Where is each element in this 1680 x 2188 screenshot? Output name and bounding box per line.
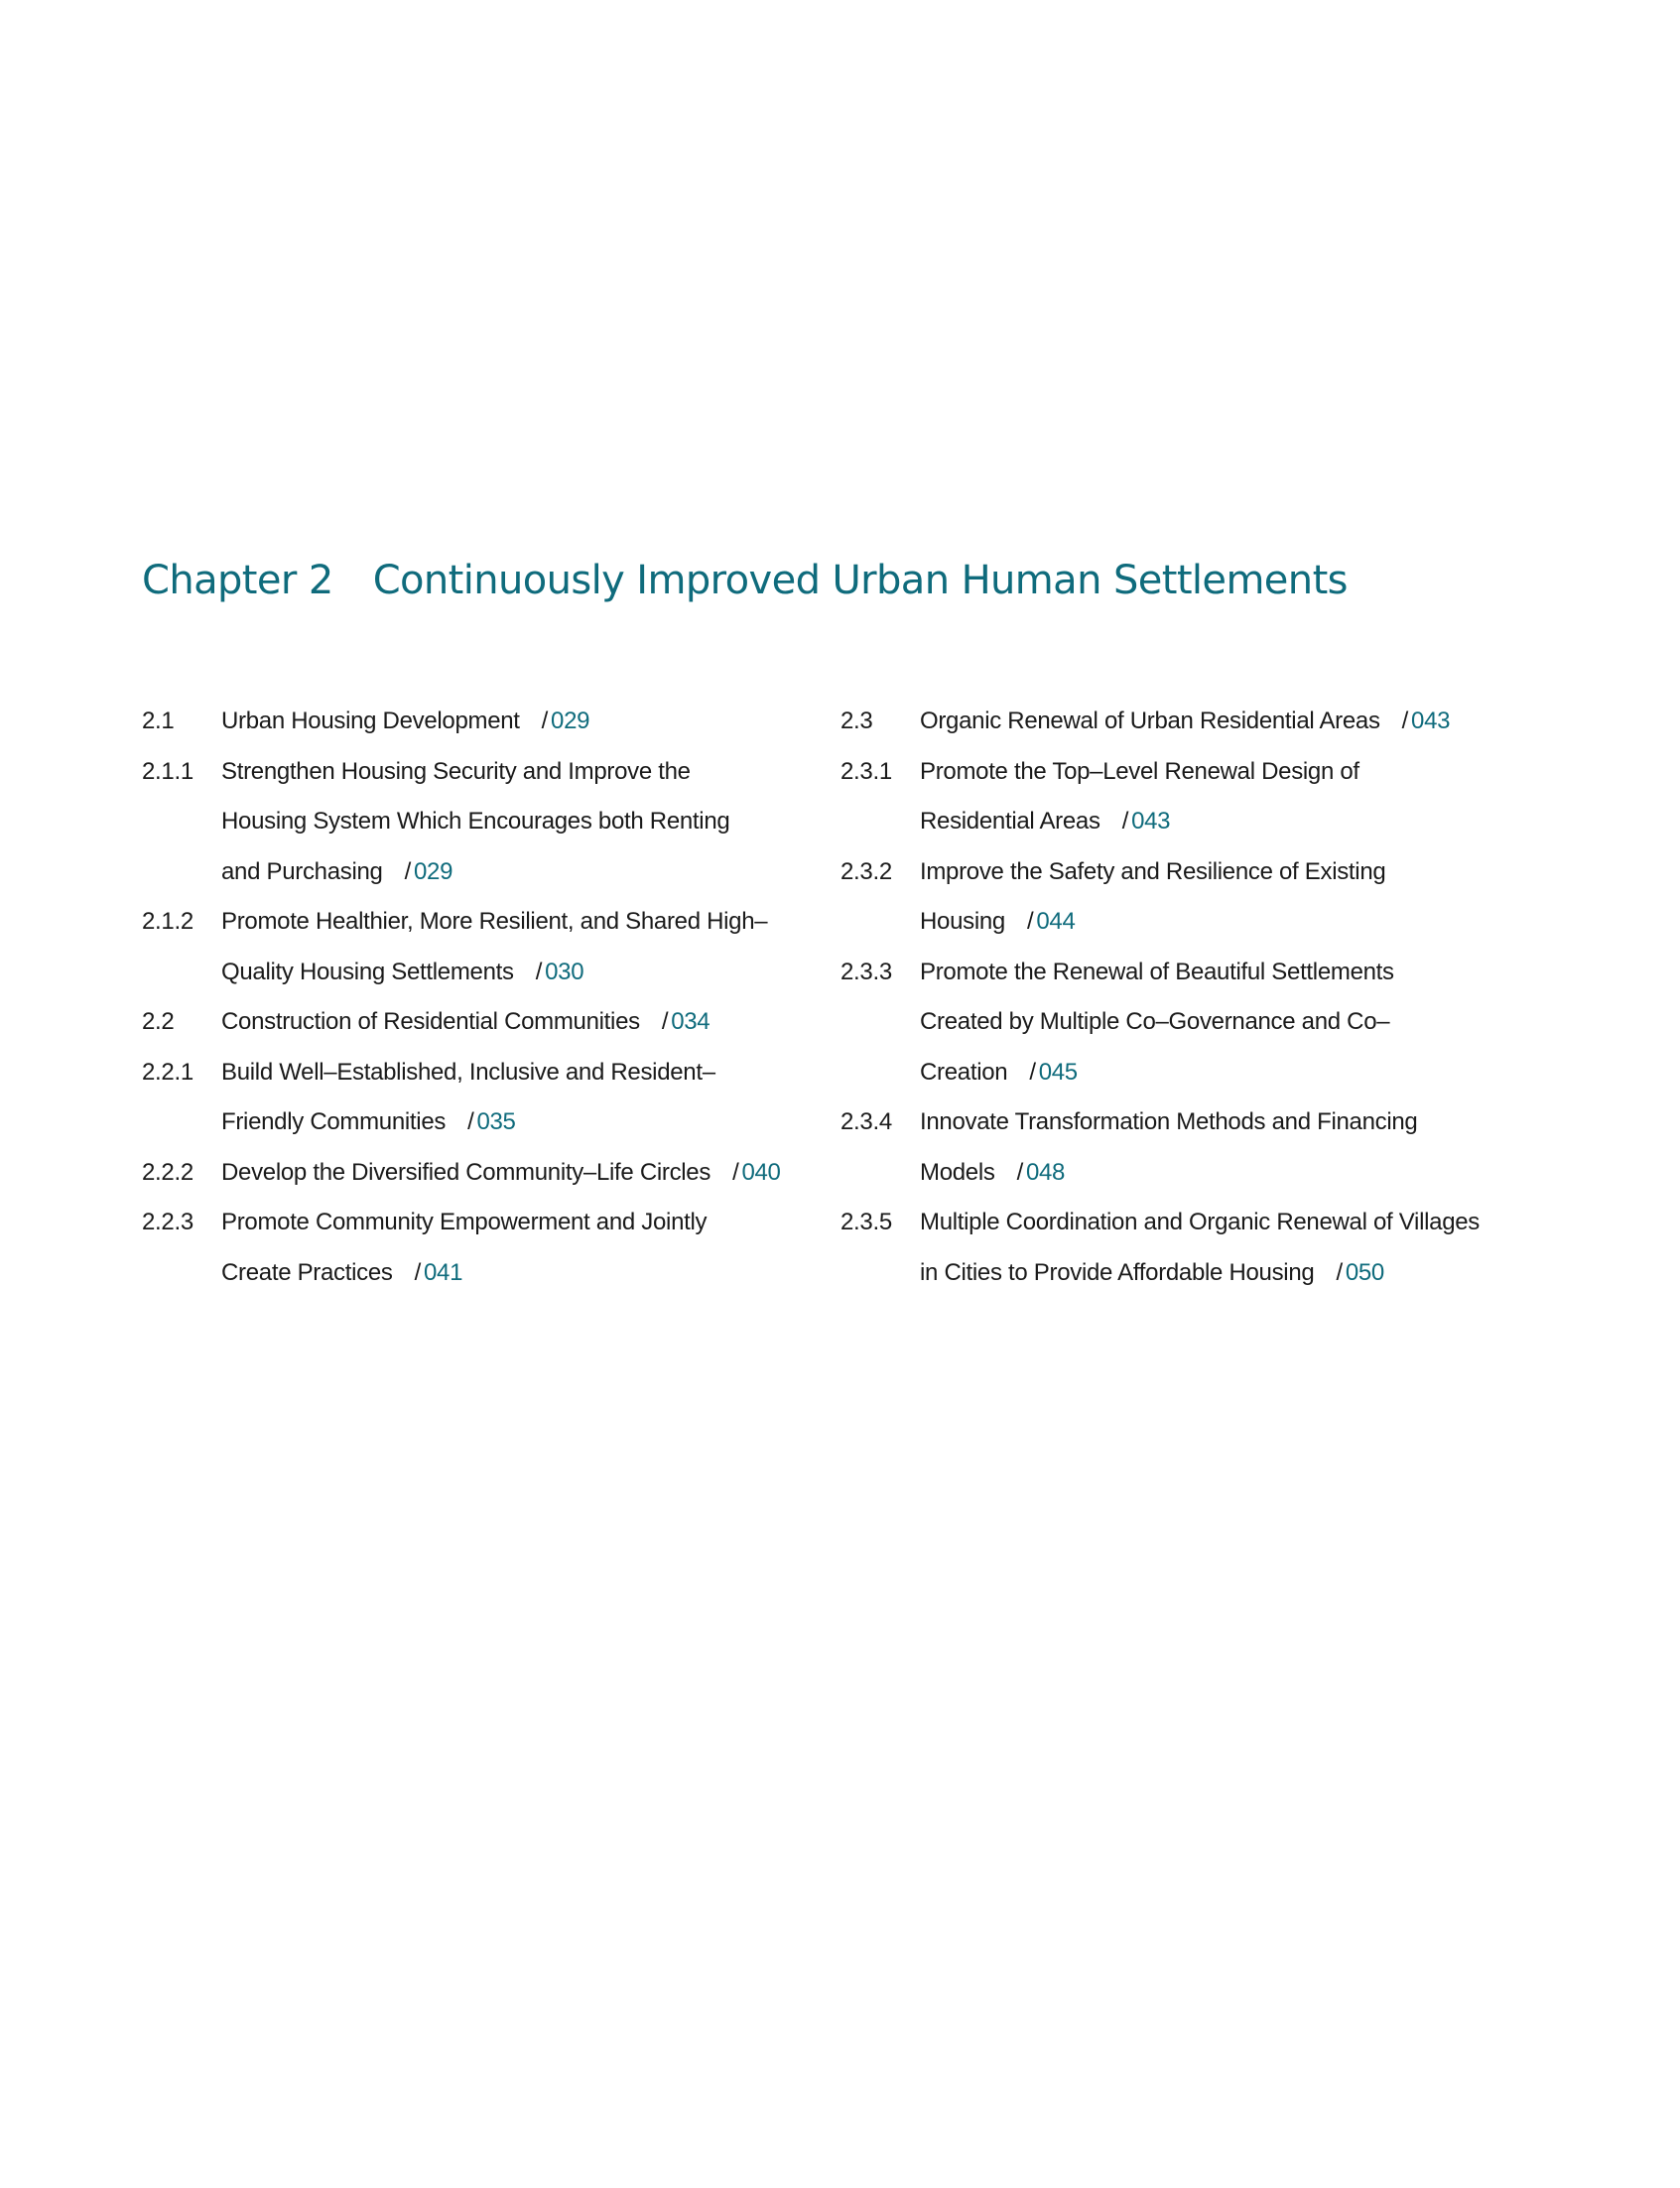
toc-section-title <box>221 1048 817 1148</box>
toc-title-line <box>221 697 817 747</box>
toc-section-number: 2.1 <box>142 708 175 734</box>
toc-section-title <box>221 897 817 997</box>
toc-entry[interactable] <box>840 847 1515 948</box>
toc-title-text: Develop the Diversified Community–Life Circles <box>221 1158 711 1186</box>
toc-right-column <box>840 697 1515 1298</box>
toc-title-line <box>221 847 817 898</box>
toc-section-title <box>221 697 817 747</box>
toc-title-text: Housing <box>920 908 1005 935</box>
toc-title-text: Created by Multiple Co–Governance and Co– <box>920 1008 1390 1035</box>
toc-title-line <box>920 1248 1515 1299</box>
toc-title-text: Urban Housing Development <box>221 708 520 734</box>
toc-title-text: Quality Housing Settlements <box>221 958 514 985</box>
toc-title-text: Promote the Top–Level Renewal Design of <box>920 757 1359 785</box>
toc-page-number[interactable]: 029 <box>413 857 453 885</box>
toc-entry[interactable] <box>142 747 817 898</box>
toc-title-text: in Cities to Provide Affordable Housing <box>920 1258 1315 1286</box>
toc-page-number[interactable]: 050 <box>1345 1258 1384 1286</box>
toc-page-separator: / <box>661 1008 669 1035</box>
toc-title-line <box>920 797 1515 847</box>
toc-page-number[interactable]: 043 <box>1411 708 1451 734</box>
toc-entry[interactable] <box>142 897 817 997</box>
toc-title-text: Multiple Coordination and Organic Renewal of Villages <box>920 1209 1480 1235</box>
toc-title-text: Models <box>920 1158 995 1186</box>
toc-section-title <box>920 747 1515 847</box>
toc-title-line <box>221 1048 817 1098</box>
toc-title-line <box>920 847 1515 898</box>
toc-title-line <box>221 1097 817 1148</box>
toc-title-line <box>221 747 817 798</box>
toc-page-separator: / <box>1121 808 1129 835</box>
toc-title-line <box>221 797 817 847</box>
toc-section-title <box>221 997 817 1048</box>
toc-title-text: Creation <box>920 1058 1008 1086</box>
toc-page-separator: / <box>1401 708 1409 734</box>
toc-entry[interactable] <box>840 1198 1515 1298</box>
toc-entry[interactable] <box>142 997 817 1048</box>
toc-section-title <box>920 847 1515 948</box>
toc-section-number: 2.2.2 <box>142 1158 194 1186</box>
toc-section-number: 2.3.3 <box>840 958 892 985</box>
toc-title-line <box>920 1048 1515 1098</box>
toc-section-title <box>920 1097 1515 1198</box>
toc-section-number: 2.2.3 <box>142 1209 194 1235</box>
toc-title-text: Housing System Which Encourages both Renting <box>221 808 730 835</box>
toc-title-text: Construction of Residential Communities <box>221 1008 640 1035</box>
toc-section-number: 2.3.1 <box>840 757 892 785</box>
toc-title-line <box>920 1097 1515 1148</box>
chapter-label: Chapter 2 <box>142 558 333 603</box>
toc-title-text: Residential Areas <box>920 808 1100 835</box>
toc-title-text: Innovate Transformation Methods and Financing <box>920 1108 1418 1135</box>
toc-page-number[interactable]: 048 <box>1025 1158 1066 1186</box>
toc-page-number[interactable]: 044 <box>1036 908 1076 935</box>
toc-title-line <box>221 948 817 998</box>
toc-section-title <box>920 948 1515 1098</box>
toc-title-text: Create Practices <box>221 1258 393 1286</box>
toc-title-text: Promote Healthier, More Resilient, and Shared High– <box>221 908 768 935</box>
toc-section-number: 2.2.1 <box>142 1058 194 1086</box>
toc-section-number: 2.1.2 <box>142 908 194 935</box>
toc-title-line <box>920 747 1515 798</box>
toc-entry[interactable] <box>840 747 1515 847</box>
toc-section-title <box>221 1148 817 1199</box>
toc-section-title <box>221 747 817 898</box>
toc-section-title <box>920 1198 1515 1298</box>
toc-title-text: Build Well–Established, Inclusive and Resident– <box>221 1058 715 1086</box>
toc-title-line <box>920 997 1515 1048</box>
toc-page-number[interactable]: 040 <box>741 1158 781 1186</box>
toc-title-text: Promote the Renewal of Beautiful Settlements <box>920 958 1394 985</box>
toc-page-number[interactable]: 030 <box>545 958 584 985</box>
toc-page-separator: / <box>732 1158 739 1186</box>
toc-section-number: 2.3.5 <box>840 1209 892 1235</box>
toc-title-line <box>221 1248 817 1299</box>
toc-entry[interactable] <box>142 1198 817 1298</box>
toc-page-number[interactable]: 029 <box>551 708 590 734</box>
toc-left-column <box>142 697 817 1298</box>
toc-section-title <box>920 697 1515 747</box>
toc-page-separator: / <box>414 1258 421 1286</box>
toc-page-separator: / <box>1336 1258 1343 1286</box>
toc-title-line <box>920 897 1515 948</box>
toc-page-number[interactable]: 043 <box>1131 808 1171 835</box>
toc-page-separator: / <box>541 708 549 734</box>
chapter-heading <box>142 558 1348 603</box>
toc-title-text: Strengthen Housing Security and Improve the <box>221 757 691 785</box>
toc-title-text: Promote Community Empowerment and Jointly <box>221 1209 708 1235</box>
toc-entry[interactable] <box>142 1048 817 1148</box>
toc-section-number: 2.1.1 <box>142 757 194 785</box>
toc-page-number[interactable]: 035 <box>476 1108 516 1135</box>
toc-entry[interactable] <box>840 697 1515 747</box>
toc-title-line <box>920 1198 1515 1248</box>
toc-title-line <box>221 1198 817 1248</box>
toc-page-number[interactable]: 034 <box>671 1008 711 1035</box>
toc-title-line <box>920 697 1515 747</box>
toc-section-number: 2.3.4 <box>840 1108 892 1135</box>
toc-title-text: Friendly Communities <box>221 1108 447 1135</box>
toc-entry[interactable] <box>142 1148 817 1199</box>
toc-title-text: and Purchasing <box>221 857 383 885</box>
toc-page-separator: / <box>535 958 543 985</box>
toc-section-number: 2.2 <box>142 1008 175 1035</box>
toc-title-text: Organic Renewal of Urban Residential Areas <box>920 708 1380 734</box>
toc-entry[interactable] <box>142 697 817 747</box>
toc-section-number: 2.3 <box>840 708 873 734</box>
toc-page-separator: / <box>1026 908 1034 935</box>
toc-page-separator: / <box>1016 1158 1023 1186</box>
toc-page-separator: / <box>404 857 411 885</box>
toc-page-separator: / <box>1029 1058 1036 1086</box>
toc-title-line <box>221 997 817 1048</box>
toc-title-line <box>221 1148 817 1199</box>
toc-section-title <box>221 1198 817 1298</box>
toc-page-separator: / <box>467 1108 474 1135</box>
toc-title-line <box>920 1148 1515 1199</box>
toc-entry[interactable] <box>840 1097 1515 1198</box>
toc-title-line <box>920 948 1515 998</box>
toc-entry[interactable] <box>840 948 1515 1098</box>
toc-page-number[interactable]: 041 <box>423 1258 463 1286</box>
toc-page-number[interactable]: 045 <box>1038 1058 1078 1086</box>
toc-section-number: 2.3.2 <box>840 857 892 885</box>
chapter-title: Continuously Improved Urban Human Settlements <box>372 558 1348 603</box>
toc-title-line <box>221 897 817 948</box>
toc-title-text: Improve the Safety and Resilience of Existing <box>920 857 1386 885</box>
